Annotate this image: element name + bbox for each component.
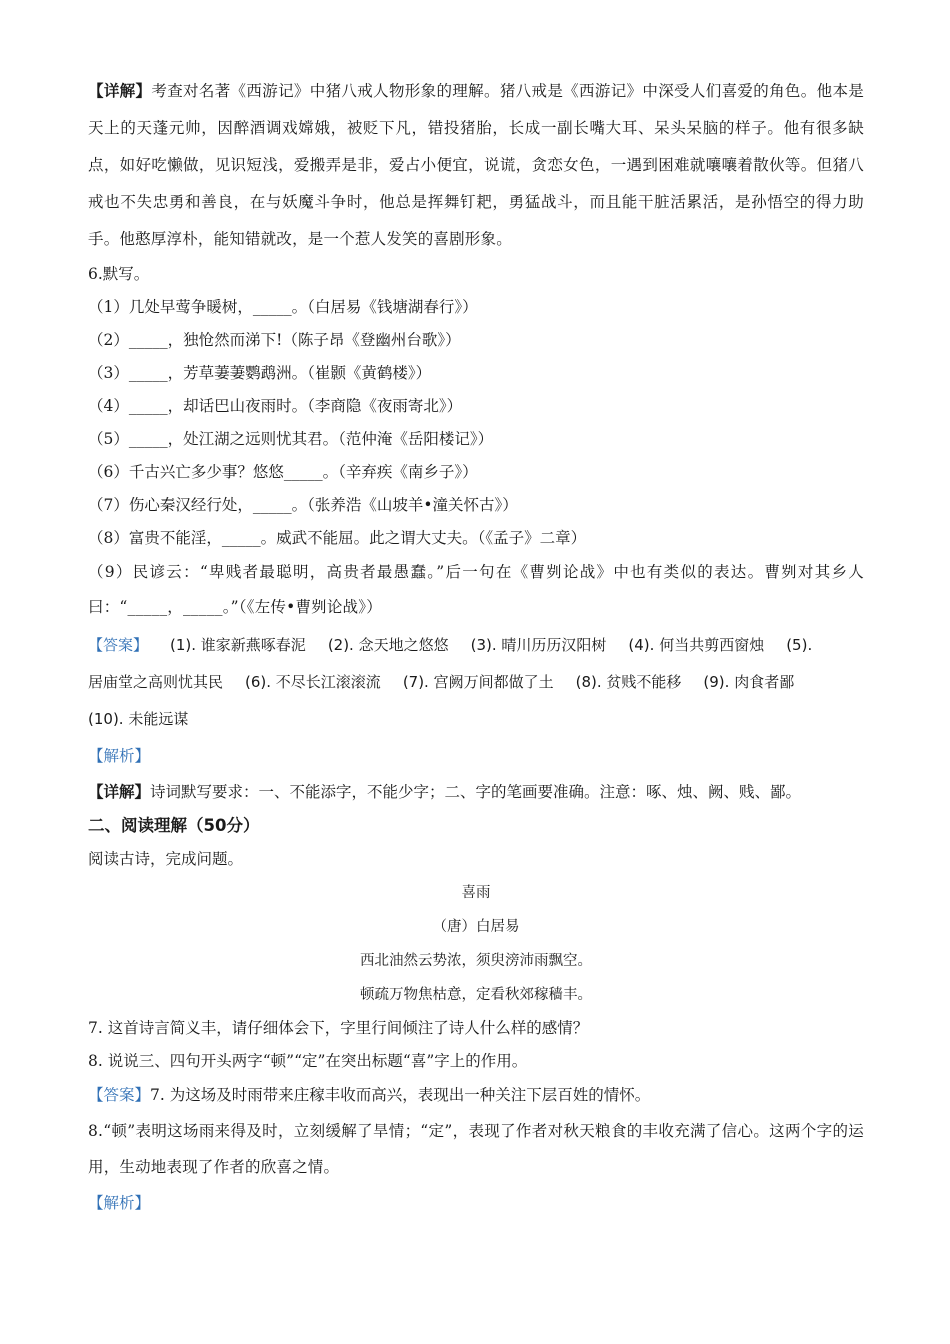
detail-text: 考查对名著《西游记》中猪八戒人物形象的理解。猪八戒是《西游记》中深受人们喜爱的角色。他本是天上的天蓬元帅，因醉酒调戏嫦娥，被贬下凡，错投猪胎，长成一副长嘴大耳、呆头呆脑的样子。他有很多缺点，如好吃懒做，见识短浅，爱搬弄是非，爱占小便宜，说谎，贪恋女色，一遇到困难就嚷嚷着散伙等。但猪八戒也不失忠勇和善良，在与妖魔斗争时，他总是挥舞钉耙，勇猛战斗，而且能干脏活累活，是孙悟空的得力助手。他憨厚淳朴，能知错就改，是一个惹人发笑的喜剧形象。 bbox=[88, 82, 864, 248]
answer-1: (1). 谁家新燕啄春泥 bbox=[170, 636, 306, 654]
answer-tag-7: 【答案】 bbox=[88, 1086, 151, 1104]
q6-answers-line-2 bbox=[88, 664, 864, 701]
analysis-tag-q6: 【解析】 bbox=[88, 747, 151, 765]
question-8: 8. 说说三、四句开头两字“顿”“定”在突出标题“喜”字上的作用。 bbox=[88, 1052, 528, 1070]
q6-item-9: （9）民谚云：“卑贱者最聪明，高贵者最愚蠢。”后一句在《曹刿论战》中也有类似的表达。曹刿对其乡人曰：“_____，_____。”（《左传•曹刿论战》） bbox=[88, 563, 864, 616]
poem-line-1: 西北油然云势浓，须臾滂沛雨飘空。 bbox=[360, 953, 592, 969]
question-6-title: 6.默写。 bbox=[88, 265, 150, 283]
q6-item-5: （5）_____，处江湖之远则忧其君。（范仲淹《岳阳楼记》） bbox=[88, 430, 494, 448]
answer-8-text: 8.“顿”表明这场雨来得及时，立刻缓解了旱情；“定”，表现了作者对秋天粮食的丰收充满了信心。这两个字的运用，生动地表现了作者的欣喜之情。 bbox=[88, 1122, 864, 1176]
answer-6: (6). 不尽长江滚滚流 bbox=[245, 673, 381, 691]
q6-item-2: （2）_____，独怆然而涕下!（陈子昂《登幽州台歌》） bbox=[88, 331, 461, 349]
poem-line-2: 顿疏万物焦枯意，定看秋郊稼穑丰。 bbox=[360, 987, 592, 1003]
detail-text-q6: 诗词默写要求：一、不能添字，不能少字；二、字的笔画要准确。注意：啄、烛、阙、贱、鄙。 bbox=[150, 783, 802, 801]
q6-item-8: （8）富贵不能淫，_____。威武不能屈。此之谓大丈夫。（《孟子》二章） bbox=[88, 529, 587, 547]
q6-answers-line-1 bbox=[88, 627, 864, 664]
q6-answers-line-3: (10). 未能远谋 bbox=[88, 710, 189, 728]
section-2-heading: 二、阅读理解（50分） bbox=[88, 816, 260, 835]
q6-item-1: （1）几处早莺争暖树，_____。（白居易《钱塘湖春行》） bbox=[88, 298, 478, 316]
answer-9: (9). 肉食者鄙 bbox=[703, 673, 795, 691]
q6-item-4: （4）_____，却话巴山夜雨时。（李商隐《夜雨寄北》） bbox=[88, 397, 463, 415]
section-2-intro: 阅读古诗，完成问题。 bbox=[88, 850, 244, 868]
answer-2: (2). 念天地之悠悠 bbox=[327, 636, 449, 654]
detail-tag: 【详解】 bbox=[88, 81, 152, 100]
detail-tag-q6: 【详解】 bbox=[88, 782, 151, 801]
answer-7-text: 7. 为这场及时雨带来庄稼丰收而高兴，表现出一种关注下层百姓的情怀。 bbox=[150, 1086, 651, 1104]
question-7: 7. 这首诗言简义丰，请仔细体会下，字里行间倾注了诗人什么样的感情？ bbox=[88, 1019, 589, 1037]
detail-paragraph-xiyouji bbox=[88, 72, 864, 258]
q6-item-3: （3）_____，芳草萋萋鹦鹉洲。（崔颢《黄鹤楼》） bbox=[88, 364, 432, 382]
answer-5-text: 居庙堂之高则忧其民 bbox=[88, 673, 224, 691]
q6-item-6: （6）千古兴亡多少事？悠悠_____。（辛弃疾《南乡子》） bbox=[88, 463, 478, 481]
answer-7-line bbox=[88, 1078, 864, 1113]
poem-title: 喜雨 bbox=[461, 885, 491, 901]
q6-item-7: （7）伤心秦汉经行处，_____。（张养浩《山坡羊•潼关怀古》） bbox=[88, 496, 518, 514]
answer-8: (8). 贫贱不能移 bbox=[575, 673, 682, 691]
document-page bbox=[88, 72, 864, 1221]
answer-3: (3). 晴川历历汉阳树 bbox=[470, 636, 607, 654]
q6-detail bbox=[88, 775, 864, 809]
poem-author: （唐）白居易 bbox=[432, 919, 520, 935]
answer-5-number: (5). bbox=[786, 636, 813, 654]
answer-4: (4). 何当共剪西窗烛 bbox=[628, 636, 765, 654]
answer-tag: 【答案】 bbox=[88, 636, 149, 654]
answer-7: (7). 宫阙万间都做了土 bbox=[402, 673, 554, 691]
analysis-tag-section-2: 【解析】 bbox=[88, 1194, 151, 1212]
